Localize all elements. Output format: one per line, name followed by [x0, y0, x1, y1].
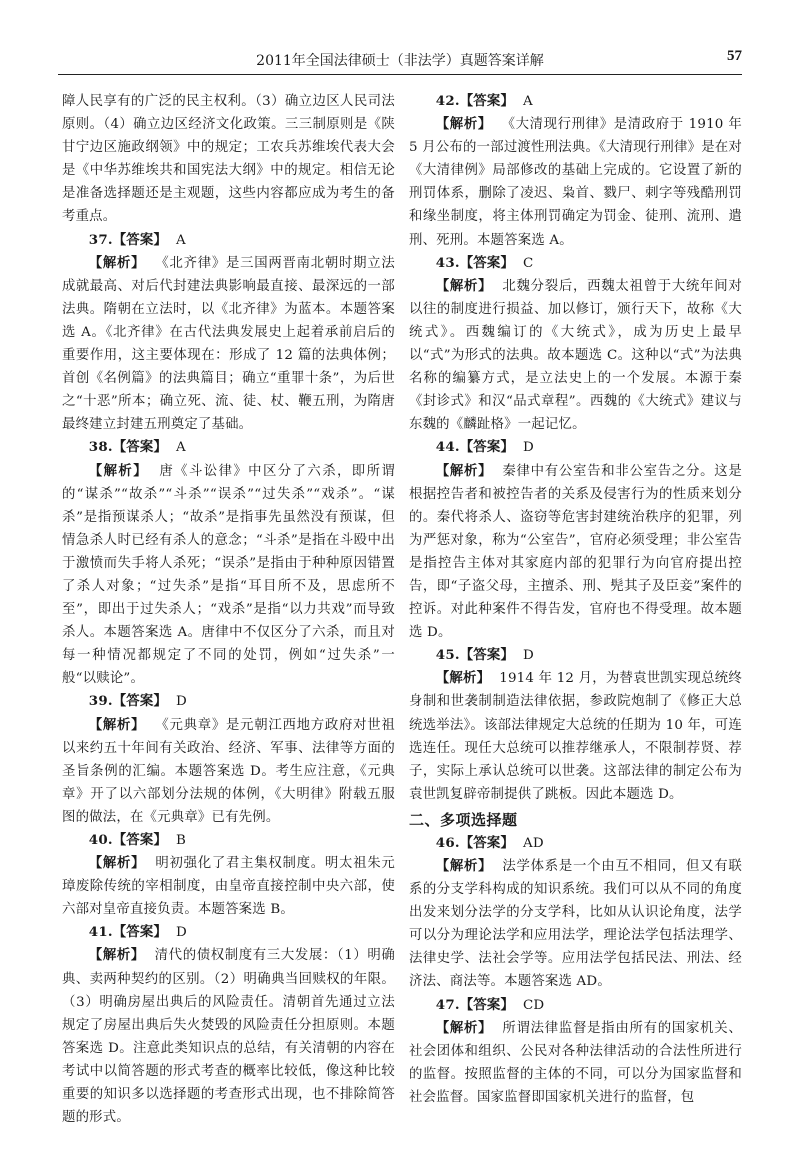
answer-line-37 [62, 229, 395, 252]
answer-line-38 [62, 436, 395, 459]
answer-line-46 [409, 832, 742, 855]
analysis-paragraph-42 [409, 113, 742, 252]
analysis-text: 明初强化了君主集权制度。明太祖朱元璋废除传统的宰相制度，由皇帝直接控制中央六部，使六部对皇帝直接负责。本题答案选 B。 [62, 856, 395, 918]
answer-line-43 [409, 252, 742, 275]
analysis-text: 所谓法律监督是指由所有的国家机关、社会团体和组织、公民对各种法律活动的合法性所进行的监督。按照监督的主体的不同，可以分为国家监督和社会监督。国家监督即国家机关进行的监督，包 [409, 1020, 742, 1105]
answer-label: 43.【答案】 [435, 254, 515, 271]
answer-line-42 [409, 90, 742, 113]
analysis-paragraph-45 [409, 667, 742, 806]
analysis-paragraph-38 [62, 460, 395, 691]
answer-label: 41.【答案】 [88, 924, 168, 941]
analysis-label: 【解析】 [435, 462, 493, 479]
analysis-text: 《大清现行刑律》是清政府于 1910 年 5 月公布的一部过渡性刑法典。《大清现行刑律》是在对《大清律例》局部修改的基础上完成的。它设置了新的刑罚体系，删除了凌迟、枭首、戮尸、刺字等残酷刑罚和缘坐制度，将主体刑罚确定为罚金、徒刑、流刑、遣刑、死刑。本题答案选 A。 [409, 117, 742, 248]
analysis-label: 【解析】 [435, 116, 492, 133]
analysis-text: 清代的债权制度有三大发展：（1）明确典、卖两种契约的区别。（2）明确典当回赎权的年限。（3）明确房屋出典后的风险责任。清朝首先通过立法规定了房屋出典后失火焚毁的风险责任分担原则。本题答案选 D。注意此类知识点的总结，有关清朝的内容在考试中以简答题的形式考查的概率比较低，像这种比较重要的知识多以选择题的考查形式出现，也不排除简答题的形式。 [62, 948, 395, 1126]
analysis-text: 《元典章》是元朝江西地方政府对世祖以来约五十年间有关政治、经济、军事、法律等方面的圣旨条例的汇编。本题答案选 D。考生应注意，《元典章》开了以六部划分法规的体例，《大明律》附载五服图的做法，在《元典章》已有先例。 [62, 717, 395, 825]
analysis-text: 1914 年 12 月，为替袁世凯实现总统终身制和世袭制制造法律依据，参政院炮制了《修正大总统选举法》。该部法律规定大总统的任期为 10 年，可连选连任。现任大总统可以推荐继承人，不限制荐贤、荐子，实际上承认总统可以世袭。这部法律的制定公布为袁世凯复辟帝制提供了跳板。因此本题选 D。 [409, 671, 742, 802]
answer-label: 38.【答案】 [88, 439, 168, 456]
answer-label: 40.【答案】 [88, 832, 168, 848]
answer-value: C [522, 255, 534, 271]
answer-label: 44.【答案】 [435, 439, 515, 456]
answer-label: 39.【答案】 [88, 693, 168, 710]
analysis-text: 秦律中有公室告和非公室告之分。这是根据控告者和被控告者的关系及侵害行为的性质来划分的。秦代将杀人、盗窃等危害封建统治秩序的犯罪，列为严惩对象，称为“公室告”，官府必须受理；非公室告是指控告主体对其家庭内部的犯罪行为向官府提出控告，即“子盗父母，主擅杀、刑、髡其子及臣妾”案件的控诉。对此种案件不得告发，官府也不得受理。故本题选 D。 [409, 463, 742, 641]
answer-line-40 [62, 829, 395, 852]
answer-value: D [522, 648, 534, 664]
answer-value: D [522, 440, 534, 456]
answer-value: A [522, 94, 533, 109]
right-column [409, 90, 742, 1109]
answer-line-39 [62, 690, 395, 713]
answer-label: 46.【答案】 [435, 834, 515, 851]
analysis-label: 【解析】 [88, 254, 146, 271]
answer-value: A [175, 440, 186, 456]
analysis-label: 【解析】 [435, 858, 493, 874]
page-header [58, 46, 742, 75]
analysis-paragraph-37 [62, 252, 395, 437]
analysis-paragraph-47 [409, 1017, 742, 1109]
analysis-paragraph-46 [409, 855, 742, 994]
section-heading: 二、多项选择题 [409, 810, 518, 829]
analysis-paragraph-41 [62, 944, 395, 1129]
analysis-label: 【解析】 [88, 716, 146, 733]
analysis-label: 【解析】 [88, 855, 146, 872]
page-number: 57 [727, 48, 742, 64]
answer-label: 37.【答案】 [88, 231, 168, 248]
analysis-paragraph-43 [409, 275, 742, 437]
answer-label: 47.【答案】 [435, 996, 515, 1013]
answer-value: A [175, 232, 186, 248]
answer-value: AD [522, 835, 544, 851]
analysis-label: 【解析】 [88, 947, 145, 964]
answer-label: 45.【答案】 [435, 647, 515, 664]
running-title: 2011年全国法律硕士（非法学）真题答案详解 [256, 53, 544, 69]
left-column [62, 90, 395, 1129]
answer-line-41 [62, 921, 395, 944]
analysis-paragraph-44 [409, 460, 742, 645]
analysis-label: 【解析】 [88, 462, 149, 479]
analysis-text: 唐《斗讼律》中区分了六杀，即所谓的“谋杀”“故杀”“斗杀”“误杀”“过失杀”“戏杀”。“谋杀”是指预谋杀人；“故杀”是指事先虽然没有预谋，但情急杀人时已经有杀人的意念；“斗杀”是指在斗殴中出于激愤而失手将人杀死；“误杀”是指由于种种原因错置了杀人对象；“过失杀”是指“耳目所不及，思虑所不至”，即出于过失杀人；“戏杀”是指“以力共戏”而导致杀人。本题答案选 A。唐律中不仅区分了六杀，而且对每一种情况都规定了不同的处罚，例如“过失杀”一般“以赎论”。 [62, 463, 395, 687]
answer-value: CD [522, 997, 545, 1013]
analysis-text: 《北齐律》是三国两晋南北朝时期立法成就最高、对后代封建法典影响最直接、最深远的一部法典。隋朝在立法时，以《北齐律》为蓝本。本题答案选 A。《北齐律》在古代法典发展史上起着承前启后的重要作用，这主要体现在：形成了 12 篇的法典体例；首创《名例篇》的法典篇目；确立“重罪十条”，为后世之“十恶”所本；确立死、流、徒、杖、鞭五刑，为隋唐最终建立封建五刑奠定了基础。 [62, 255, 395, 433]
analysis-label: 【解析】 [435, 277, 493, 294]
answer-line-47 [409, 994, 742, 1017]
answer-value: D [175, 925, 187, 941]
answer-value: D [175, 694, 187, 710]
analysis-label: 【解析】 [435, 670, 491, 687]
continued-paragraph: 障人民享有的广泛的民主权利。（3）确立边区人民司法原则。（4）确立边区经济文化政策。三三制原则是《陕甘宁边区施政纲领》中的规定；工农兵苏维埃代表大会是《中华苏维埃共和国宪法大纲》中的规定。相信无论是准备选择题还是主观题，这些内容都应成为考生的备考重点。 [62, 94, 395, 225]
analysis-text: 法学体系是一个由互不相同，但又有联系的分支学科构成的知识系统。我们可以从不同的角度出发来划分法学的分支学科，比如从认识论角度，法学可以分为理论法学和应用法学，理论法学包括法理学、法律史学、法社会学等。应用法学包括民法、刑法、经济法、商法等。本题答案选 AD。 [409, 859, 742, 990]
analysis-label: 【解析】 [435, 1019, 493, 1036]
analysis-paragraph-39 [62, 714, 395, 829]
answer-line-44 [409, 436, 742, 459]
answer-line-45 [409, 644, 742, 667]
analysis-text: 北魏分裂后，西魏太祖曾于大统年间对以往的制度进行损益、加以修订，颁行天下，故称《大统式》。西魏编订的《大统式》，成为历史上最早以“式”为形式的法典。故本题选 C。这种以“式”为法典名称的编纂方式，是立法史上的一个发展。本源于秦《封诊式》和汉“品式章程”。西魏的《大统式》建议与东魏的《麟趾格》一起记忆。 [409, 278, 742, 433]
analysis-paragraph-40 [62, 852, 395, 921]
answer-value: B [175, 833, 187, 848]
answer-label: 42.【答案】 [435, 93, 515, 109]
